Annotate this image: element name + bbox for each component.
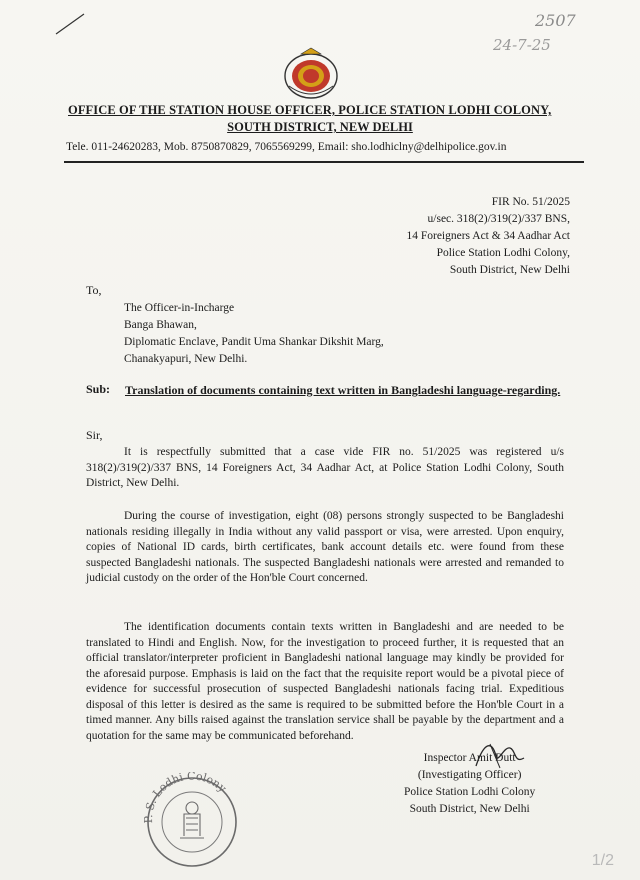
handwritten-note-line: 2507 bbox=[535, 11, 576, 30]
to-label: To, bbox=[86, 283, 102, 297]
subject-text: Translation of documents containing text written in Bangladeshi language-regarding. bbox=[125, 383, 561, 397]
contact-details: Tele. 011-24620283, Mob. 8750870829, 7065569299, Email: sho.lodhiclny@delhipolice.gov.in bbox=[66, 141, 507, 153]
office-heading-line-2: SOUTH DISTRICT, NEW DELHI bbox=[227, 120, 413, 134]
recipient-address bbox=[124, 300, 384, 368]
recipient-address-line: Chanakyapuri, New Delhi. bbox=[124, 353, 248, 365]
salutation: Sir, bbox=[86, 428, 103, 442]
body-paragraph-3: The identification documents contain texts written in Bangladeshi and are needed to be translated to Hindi and English. Now, for the investigation to proceed further, it is requested that an official translator/interpreter proficient in Bangladeshi national language may kindly be provided for the aforesaid purpose. Emphasis is laid on the fact that the requisite report would be a pivotal piece of evidence for successful prosecution of suspected Bangladeshi nationals facing trial. Expeditious disposal of this letter is desired as the same is required to be submitted before the Hon'ble Court in a timed manner. Any bills raised against the translation service shall be payable by the department and a quotation for the same may be communicated beforehand. bbox=[86, 621, 564, 742]
recipient-address-line: The Officer-in-Incharge bbox=[124, 302, 235, 314]
fir-reference-line: Police Station Lodhi Colony, bbox=[436, 247, 570, 259]
delhi-police-emblem-icon bbox=[279, 46, 343, 100]
fir-reference-line: 14 Foreigners Act & 34 Aadhar Act bbox=[406, 230, 570, 242]
signatory-district: South District, New Delhi bbox=[409, 803, 530, 815]
body-paragraph-1: It is respectfully submitted that a case vide FIR no. 51/2025 was registered u/s 318(2)/319(2)/337 BNS, 14 Foreigners Act, 34 Aadhar Act, at Police Station Lodhi Colony, South District, New Delhi. bbox=[86, 446, 564, 489]
handwritten-note bbox=[455, 4, 625, 64]
signatory-station: Police Station Lodhi Colony bbox=[404, 786, 536, 798]
stamp-text: P. S. Lodhi Colony bbox=[141, 772, 229, 824]
header-divider bbox=[64, 161, 584, 163]
police-station-stamp-icon bbox=[140, 772, 244, 868]
page-indicator: 1/2 bbox=[591, 852, 614, 869]
office-heading-line-1: OFFICE OF THE STATION HOUSE OFFICER, POLICE STATION LODHI COLONY, bbox=[68, 103, 552, 117]
body-paragraph-2: During the course of investigation, eight (08) persons strongly suspected to be Bangladeshi nationals residing illegally in India without any valid passport or visa, were arrested. Upon enquiry, copies of National ID cards, birth certificates, bank account details etc. were found from these suspected Bangladeshi nationals. The suspected Bangladeshi nationals were arrested and remanded to judicial custody on the order of the Hon'ble Court concerned. bbox=[86, 510, 564, 584]
recipient-address-line: Diplomatic Enclave, Pandit Uma Shankar Dikshit Marg, bbox=[124, 336, 384, 348]
handwritten-note-line: 24-7-25 bbox=[493, 36, 551, 54]
handwritten-signature bbox=[470, 738, 530, 772]
fir-reference-block bbox=[406, 194, 570, 279]
signatory-name: Inspector Amit Dutt bbox=[423, 752, 516, 764]
subject-label: Sub: bbox=[86, 382, 111, 396]
pen-tick-mark bbox=[50, 8, 90, 38]
recipient-address-line: Banga Bhawan, bbox=[124, 319, 197, 331]
fir-reference-line: South District, New Delhi bbox=[449, 264, 570, 276]
signatory-designation: (Investigating Officer) bbox=[417, 769, 522, 781]
fir-reference-line: u/sec. 318(2)/319(2)/337 BNS, bbox=[427, 213, 570, 225]
fir-reference-line: FIR No. 51/2025 bbox=[491, 196, 570, 208]
